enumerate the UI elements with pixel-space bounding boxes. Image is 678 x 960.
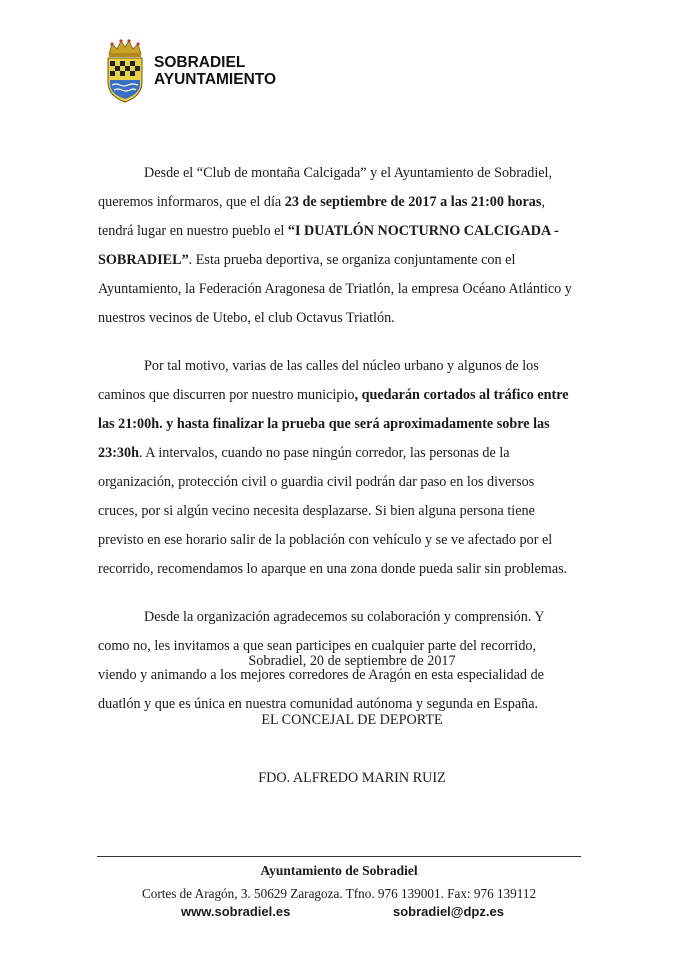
letterhead (104, 38, 276, 104)
org-line-2: AYUNTAMIENTO (154, 71, 277, 88)
footer (97, 862, 581, 919)
footer-organization: Ayuntamiento de Sobradiel (260, 863, 418, 878)
paragraph-3: Desde la organización agradecemos su colaboración y comprensión. Y como no, les invitamos a que sean participes en cualquier parte del recorrido, viendo y animando a los mejores corredores de Aragón en esta especialidad de duatlón y que es única en nuestra comunidad autónoma y segunda en España. (98, 609, 545, 712)
email-link[interactable]: sobradiel@dpz.es (393, 904, 504, 919)
footer-address: Cortes de Aragón, 3. 50629 Zaragoza. Tfno. 976 139001. Fax: 976 139112 (141, 886, 537, 901)
footer-divider (97, 856, 581, 857)
signatory-name: FDO. ALFREDO MARIN RUIZ (258, 770, 446, 786)
coat-of-arms-icon (104, 38, 146, 104)
signatory-title: EL CONCEJAL DE DEPORTE (261, 712, 443, 728)
website-link[interactable]: www.sobradiel.es (181, 904, 291, 919)
footer-links (97, 904, 581, 922)
organization-name (154, 54, 276, 88)
org-line-1: SOBRADIEL (154, 54, 246, 71)
paragraph-1: Desde el “Club de montaña Calcigada” y el Ayuntamiento de Sobradiel, queremos informaros, que el día 23 de septiembre de 2017 a las 21:00 horas, tendrá lugar en nuestro pueblo el “I DUATLÓN NOCTURNO CALCIGADA - SOBRADIEL”. Esta prueba deportiva, se organiza conjuntamente con el Ayuntamiento, la Federación Aragonesa de Triatlón, la empresa Océano Atlántico y nuestros vecinos de Utebo, el club Octavus Triatlón. (98, 165, 572, 326)
letter-date: Sobradiel, 20 de septiembre de 2017 (248, 653, 456, 669)
paragraph-2: Por tal motivo, varias de las calles del núcleo urbano y algunos de los caminos que discurren por nuestro municipio, quedarán cortados al tráfico entre las 21:00h. y hasta finalizar la prueba que será aproximadamente sobre las 23:30h. A intervalos, cuando no pase ningún corredor, las personas de la organización, protección civil o guardia civil podrán dar paso en los diversos cruces, por si algún vecino necesita desplazarse. Si bien alguna persona tiene previsto en ese horario salir de la población con vehículo y se ve afectado por el recorrido, recomendamos lo aparque en una zona donde pueda salir sin problemas. (98, 358, 569, 577)
